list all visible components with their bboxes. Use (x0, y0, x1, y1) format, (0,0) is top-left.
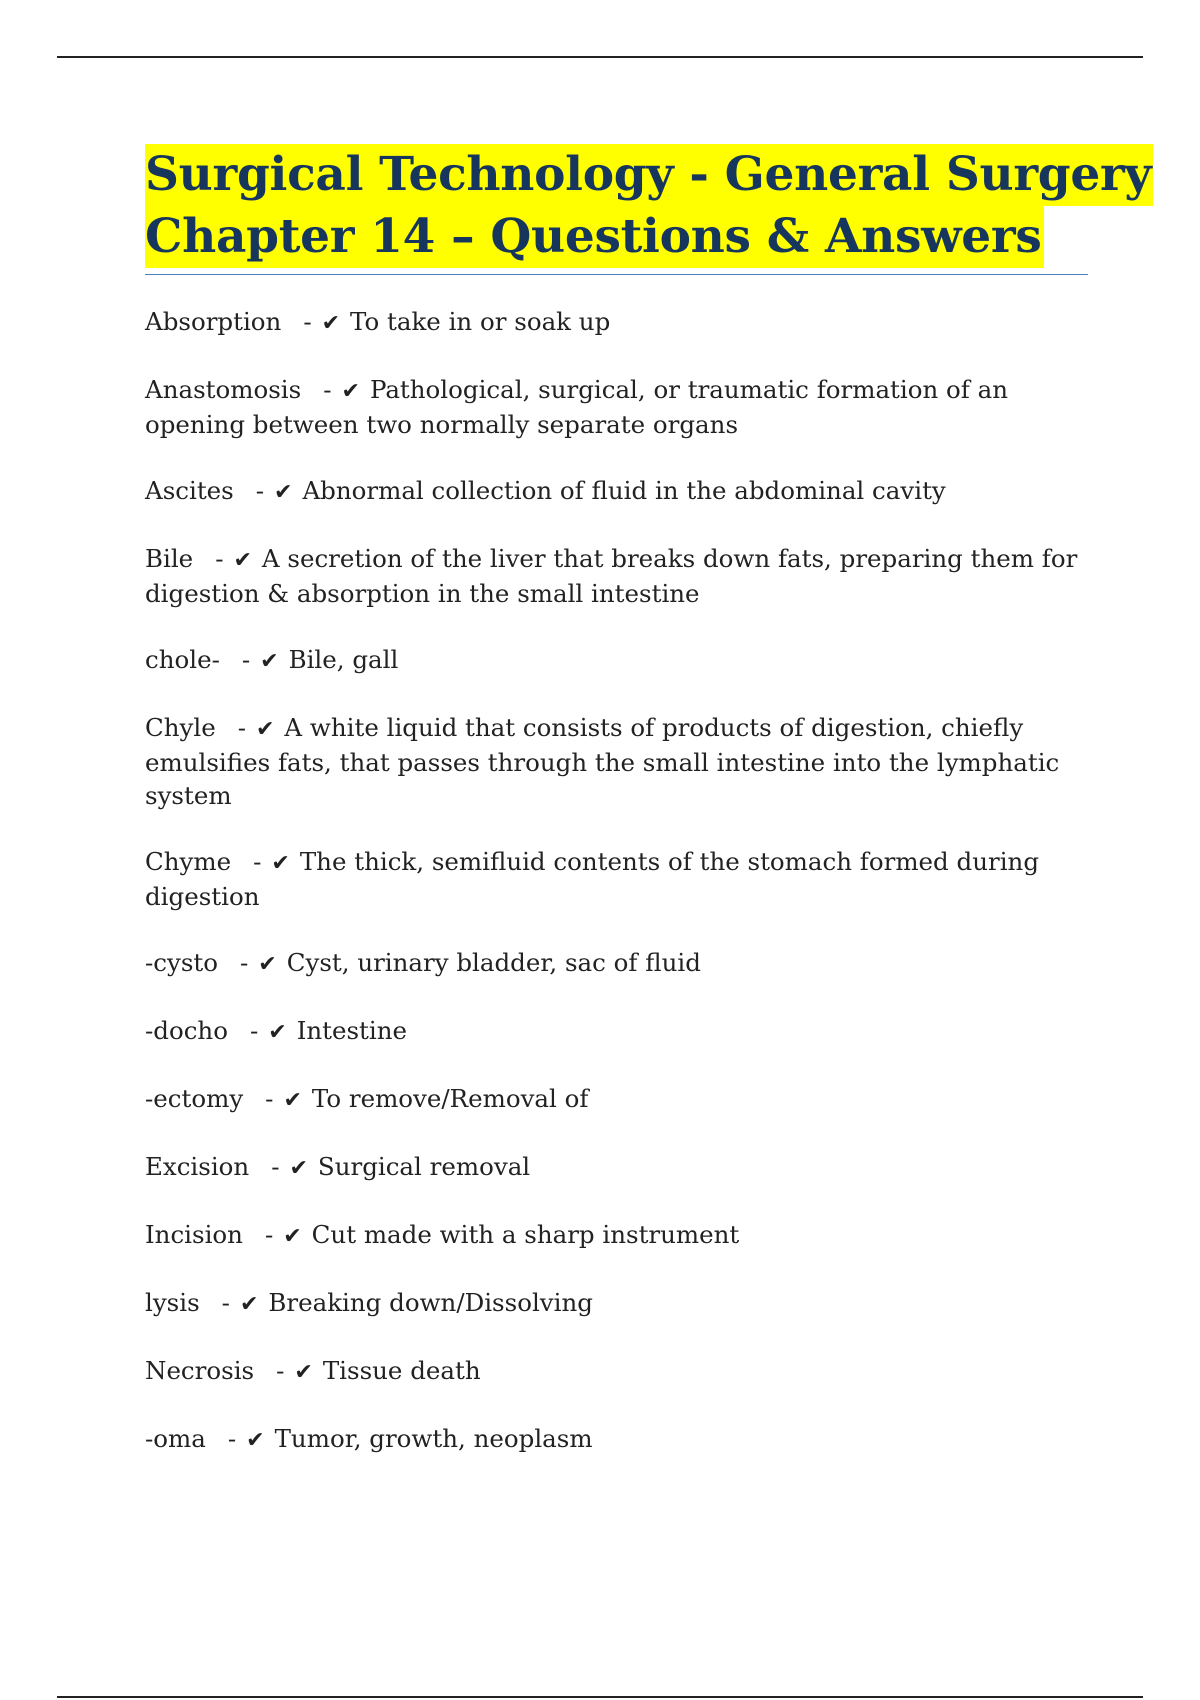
check-icon: ✔ (294, 1360, 313, 1385)
page-title (145, 144, 1152, 268)
list-item (145, 373, 1090, 441)
list-item (145, 1286, 1090, 1321)
separator: - (241, 645, 251, 674)
list-item (145, 1422, 1090, 1457)
check-icon: ✔ (260, 649, 279, 674)
separator: - (271, 1152, 280, 1181)
list-item (145, 845, 1090, 913)
separator: - (221, 1288, 230, 1317)
list-item (145, 711, 1090, 812)
term: -ectomy (145, 1084, 244, 1113)
separator: - (249, 1016, 259, 1045)
separator: - (227, 1424, 237, 1453)
definition: The thick, semifluid contents of the stomach formed during digestion (145, 847, 1040, 911)
term: Anastomosis (145, 375, 302, 404)
list-item (145, 1150, 1090, 1185)
check-icon: ✔ (271, 851, 290, 876)
check-icon: ✔ (268, 1020, 287, 1045)
definition: To take in or soak up (350, 307, 611, 336)
definition: Cut made with a sharp instrument (311, 1220, 740, 1249)
term: -cysto (145, 948, 219, 977)
title-line-2: Chapter 14 – Questions & Answers (145, 206, 1044, 268)
separator: - (237, 713, 246, 742)
term: Necrosis (145, 1356, 255, 1385)
definition: Cyst, urinary bladder, sac of fluid (286, 948, 701, 977)
definition: Bile, gall (288, 645, 399, 674)
definition: Tissue death (322, 1356, 481, 1385)
definition: Intestine (296, 1016, 408, 1045)
document-body (145, 144, 1152, 1490)
title-underline (145, 274, 1088, 275)
separator: - (255, 476, 265, 505)
definition: Breaking down/Dissolving (268, 1288, 593, 1317)
term: lysis (145, 1288, 200, 1317)
term: Chyme (145, 847, 232, 876)
check-icon: ✔ (246, 1428, 265, 1453)
title-line-1: Surgical Technology - General Surgery (145, 144, 1153, 206)
definition: To remove/Removal of (311, 1084, 589, 1113)
term: Absorption (145, 307, 282, 336)
separator: - (253, 847, 262, 876)
check-icon: ✔ (283, 1224, 302, 1249)
check-icon: ✔ (233, 548, 252, 573)
list-item (145, 305, 1090, 340)
bottom-rule (57, 1696, 1143, 1698)
list-item (145, 1082, 1090, 1117)
definition: Pathological, surgical, or traumatic formation of an opening between two normally separate organs (145, 375, 1009, 439)
separator: - (323, 375, 332, 404)
term: Chyle (145, 713, 216, 742)
definition: A secretion of the liver that breaks down fats, preparing them for digestion & absorption in the small intestine (145, 544, 1078, 608)
list-item (145, 542, 1090, 610)
separator: - (265, 1084, 274, 1113)
term: Ascites (145, 476, 234, 505)
check-icon: ✔ (321, 311, 341, 336)
term: -oma (145, 1424, 206, 1453)
check-icon: ✔ (239, 1292, 259, 1317)
check-icon: ✔ (341, 379, 360, 404)
separator: - (264, 1220, 274, 1249)
check-icon: ✔ (289, 1156, 308, 1181)
term: Bile (145, 544, 194, 573)
check-icon: ✔ (258, 952, 277, 977)
definition: Tumor, growth, neoplasm (274, 1424, 593, 1453)
definition: A white liquid that consists of products of digestion, chiefly emulsifies fats, that passes through the small intestine into the lymphatic system (145, 713, 1060, 810)
definition: Surgical removal (317, 1152, 531, 1181)
separator: - (240, 948, 249, 977)
term: Incision (145, 1220, 243, 1249)
check-icon: ✔ (274, 480, 293, 505)
list-item (145, 643, 1090, 678)
list-item (145, 946, 1090, 981)
check-icon: ✔ (283, 1088, 302, 1113)
qa-list (145, 305, 1090, 1457)
separator: - (276, 1356, 285, 1385)
term: chole- (145, 645, 220, 674)
list-item (145, 474, 1090, 509)
term: Excision (145, 1152, 250, 1181)
separator: - (303, 307, 312, 336)
list-item (145, 1218, 1090, 1253)
list-item (145, 1014, 1090, 1049)
term: -docho (145, 1016, 228, 1045)
separator: - (215, 544, 224, 573)
top-rule (57, 56, 1143, 58)
definition: Abnormal collection of fluid in the abdominal cavity (302, 476, 946, 505)
list-item (145, 1354, 1090, 1389)
check-icon: ✔ (255, 717, 275, 742)
